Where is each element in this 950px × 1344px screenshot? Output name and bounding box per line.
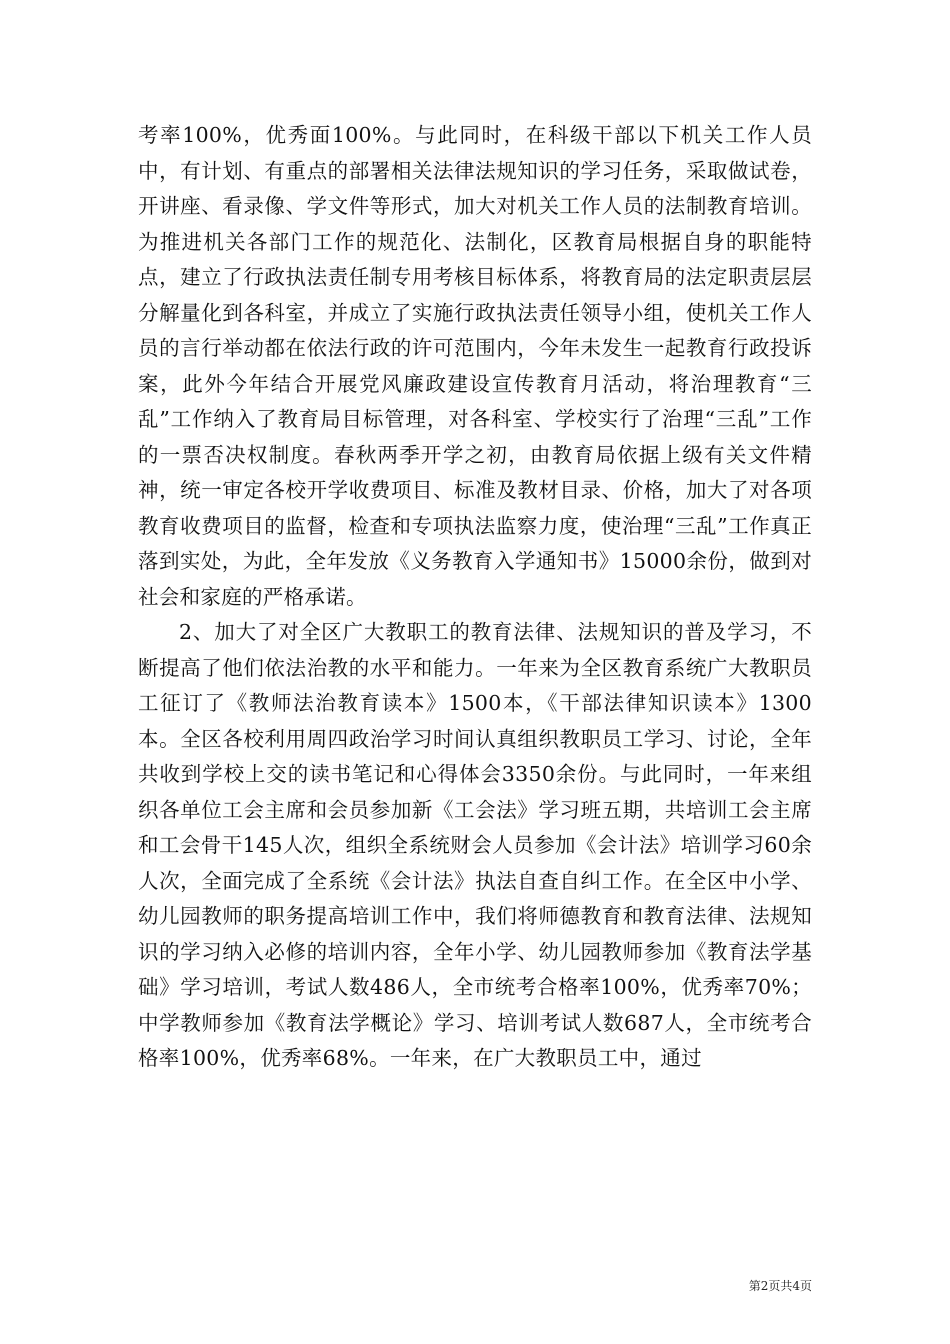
paragraph-continuation: 考率100%，优秀面100%。与此同时，在科级干部以下机关工作人员中，有计划、有重点的部署相关法律法规知识的学习任务，采取做试卷，开讲座、看录像、学文件等形式，加大对机关工作人员的法制教育培训。为推进机关各部门工作的规范化、法制化，区教育局根据自身的职能特点，建立了行政执法责任制专用考核目标体系，将教育局的法定职责层层分解量化到各科室，并成立了实施行政执法责任领导小组，使机关工作人员的言行举动都在依法行政的许可范围内，今年未发生一起教育行政投诉案，此外今年结合开展党风廉政建设宣传教育月活动，将治理教育“三乱”工作纳入了教育局目标管理，对各科室、学校实行了治理“三乱”工作的一票否决权制度。春秋两季开学之初，由教育局依据上级有关文件精神，统一审定各校开学收费项目、标准及教材目录、价格，加大了对各项教育收费项目的监督，检查和专项执法监察力度，使治理“三乱”工作真正落到实处，为此，全年发放《义务教育入学通知书》15000余份，做到对社会和家庭的严格承诺。: [138, 123, 812, 609]
paragraph-item-2: 2、加大了对全区广大教职工的教育法律、法规知识的普及学习，不断提高了他们依法治教的水平和能力。一年来为全区教育系统广大教职员工征订了《教师法治教育读本》1500本，《干部法律知识读本》1300本。全区各校利用周四政治学习时间认真组织教职员工学习、讨论，全年共收到学校上交的读书笔记和心得体会3350余份。与此同时，一年来组织各单位工会主席和会员参加新《工会法》学习班五期，共培训工会主席和工会骨干145人次，组织全系统财会人员参加《会计法》培训学习60余人次，全面完成了全系统《会计法》执法自查自纠工作。在全区中小学、幼儿园教师的职务提高培训工作中，我们将师德教育和教育法律、法规知识的学习纳入必修的培训内容，全年小学、幼儿园教师参加《教育法学基础》学习培训，考试人数486人，全市统考合格率100%，优秀率70%；中学教师参加《教育法学概论》学习、培训考试人数687人，全市统考合格率100%，优秀率68%。一年来，在广大教职员工中，通过: [138, 620, 812, 1070]
document-body: [138, 118, 812, 1077]
page-number-footer: 第2页共4页: [748, 1279, 812, 1293]
